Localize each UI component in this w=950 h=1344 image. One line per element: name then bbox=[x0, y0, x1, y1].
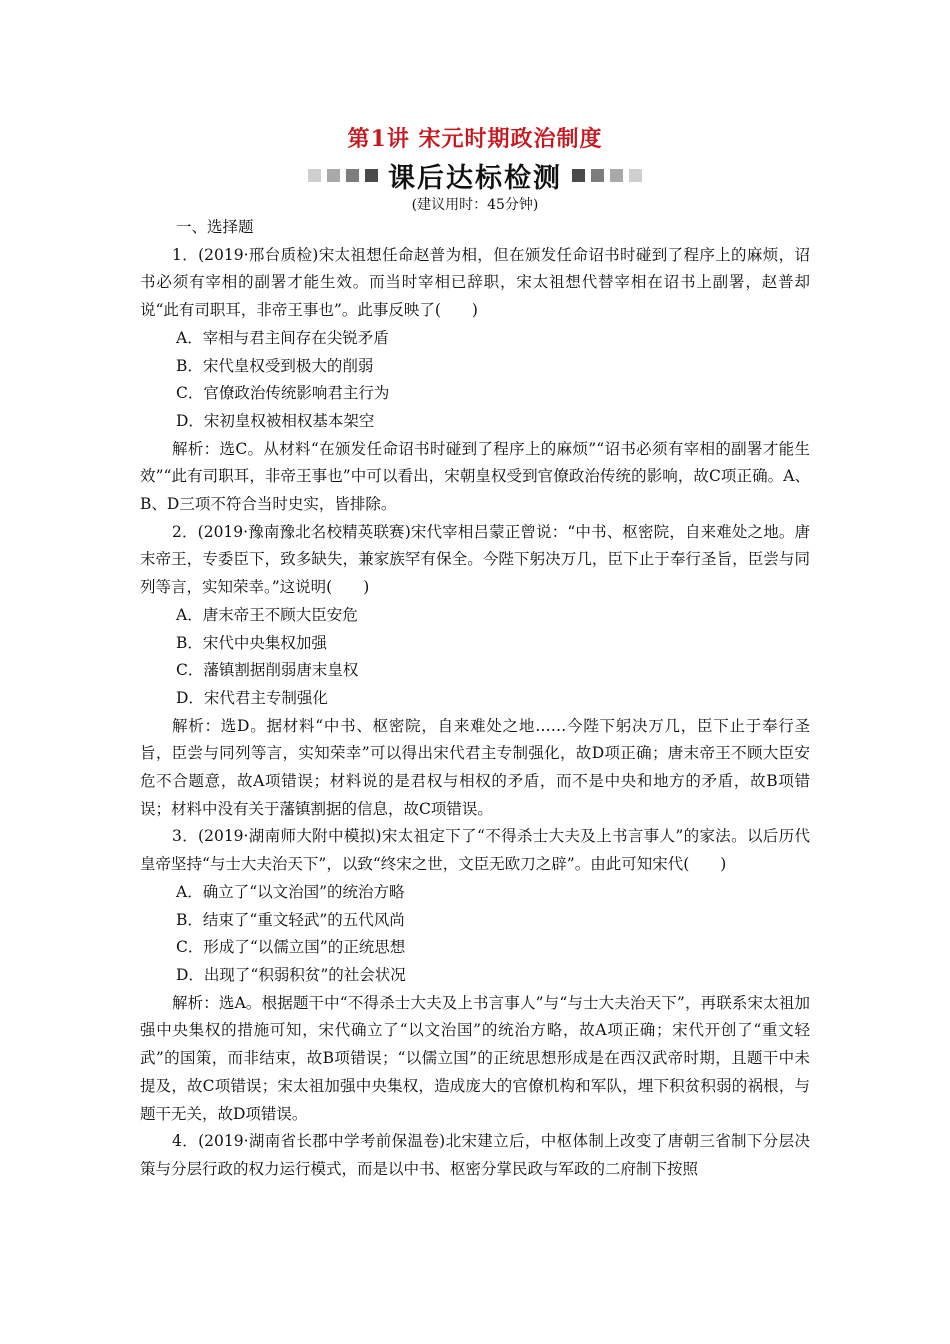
option: D．出现了“积弱积贫”的社会状况 bbox=[176, 965, 406, 984]
question-stem: 2．(2019·豫南豫北名校精英联赛)宋代宰相吕蒙正曾说：“中书、枢密院，自来难处之地。唐末帝王，专委臣下，致多缺失，兼家族罕有保全。今陛下躬决万几，臣下止于奉行圣旨，臣尝与同列等言，实知荣幸。”这说明( ) bbox=[140, 522, 810, 597]
option: B．结束了“重文轻武”的五代风尚 bbox=[176, 910, 405, 929]
option: D．宋初皇权被相权基本架空 bbox=[176, 411, 375, 430]
option: A．唐末帝王不顾大臣安危 bbox=[176, 605, 358, 624]
answer-analysis: 解析：选C。从材料“在颁发任命诏书时碰到了程序上的麻烦”“诏书必须有宰相的副署才能生效”“此有司职耳，非帝王事也”中可以看出，宋朝皇权受到官僚政治传统的影响，故C项正确。A、B、D三项不符合当时史实，皆排除。 bbox=[140, 439, 810, 514]
question-stem: 3．(2019·湖南师大附中模拟)宋太祖定下了“不得杀士大夫及上书言事人”的家法。以后历代皇帝坚持“与士大夫治天下”，以致“终宋之世，文臣无欧刀之辟”。由此可知宋代( ) bbox=[140, 827, 810, 874]
answer-analysis: 解析：选A。根据题干中“不得杀士大夫及上书言事人”与“与士大夫治天下”，再联系宋太祖加强中央集权的措施可知，宋代确立了“以文治国”的统治方略，故A项正确；宋代开创了“重文轻武”的国策，而非结束，故B项错误；“以儒立国”的正统思想形成是在西汉武帝时期，且题干中未提及，故C项错误；宋太祖加强中央集权，造成庞大的官僚机构和军队，埋下积贫积弱的祸根，与题干无关，故D项错误。 bbox=[140, 993, 810, 1123]
page-subtitle: 课后达标检测 bbox=[388, 162, 562, 194]
answer-analysis: 解析：选D。据材料“中书、枢密院，自来难处之地……今陛下躬决万几，臣下止于奉行圣旨，臣尝与同列等言，实知荣幸”可以得出宋代君主专制强化，故D项正确；唐末帝王不顾大臣安危不合题意，故A项错误；材料说的是君权与相权的矛盾，而不是中央和地方的矛盾，故B项错误；材料中没有关于藩镇割据的信息，故C项错误。 bbox=[140, 716, 810, 818]
question-stem: 4．(2019·湖南省长郡中学考前保温卷)北宋建立后，中枢体制上改变了唐朝三省制下分层决策与分层行政的权力运行模式，而是以中书、枢密分掌民政与军政的二府制下按照 bbox=[140, 1132, 810, 1178]
option: B．宋代皇权受到极大的削弱 bbox=[176, 356, 374, 375]
page-title: 第1讲 宋元时期政治制度 bbox=[347, 126, 603, 152]
option: A．宰相与君主间存在尖锐矛盾 bbox=[176, 328, 389, 347]
option: C．形成了“以儒立国”的正统思想 bbox=[176, 938, 406, 957]
question-stem: 1．(2019·邢台质检)宋太祖想任命赵普为相，但在颁发任命诏书时碰到了程序上的麻烦，诏书必须有宰相的副署才能生效。而当时宰相已辞职，宋太祖想代替宰相在诏书上副署，赵普却说“此有司职耳，非帝王事也”。此事反映了( ) bbox=[140, 245, 810, 320]
decor-squares-right bbox=[572, 169, 642, 182]
document-body bbox=[140, 214, 810, 1184]
suggested-time: (建议用时：45分钟) bbox=[411, 197, 539, 213]
option: D．宋代君主专制强化 bbox=[176, 688, 328, 707]
option: C．官僚政治传统影响君主行为 bbox=[176, 384, 390, 403]
section-heading: 一、选择题 bbox=[176, 218, 254, 236]
option: B．宋代中央集权加强 bbox=[176, 633, 327, 652]
option: C．藩镇割据削弱唐末皇权 bbox=[176, 661, 359, 680]
subtitle-banner bbox=[0, 158, 950, 192]
decor-squares-left bbox=[308, 169, 378, 182]
option: A．确立了“以文治国”的统治方略 bbox=[176, 882, 405, 901]
